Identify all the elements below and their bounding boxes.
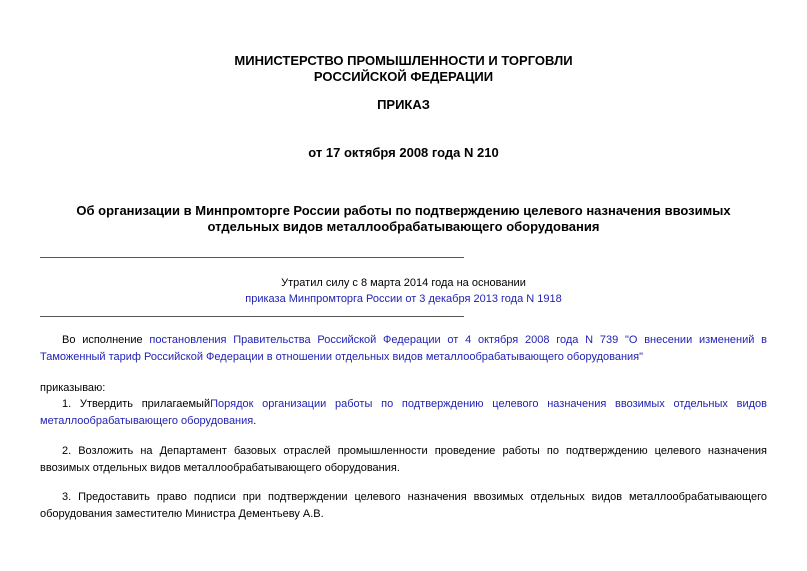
intro-paragraph: [40, 332, 767, 366]
divider-top: [40, 257, 464, 258]
item-1-suffix: .: [253, 415, 257, 427]
item-3: 3. Предоставить право подписи при подтверждении целевого назначения ввозимых отдельных видов металлообрабатывающего оборудования заместителю Министра Дементьеву А.В.: [40, 491, 767, 520]
intro-prefix: Во исполнение: [62, 334, 150, 346]
repeal-order-link[interactable]: приказа Минпромторга России от 3 декабря 2013 года N 1918: [245, 293, 562, 305]
status-link-line: [40, 292, 767, 306]
item-1: [40, 396, 767, 430]
ministry-line-2: РОССИЙСКОЙ ФЕДЕРАЦИИ: [313, 69, 494, 84]
government-decree-link[interactable]: постановления Правительства Российской Федерации от 4 октября 2008 года N 739 "О внесении изменений в Таможенный тариф Российской Федерации в отношении отдельных видов металлообрабатывающего оборудования": [40, 334, 768, 363]
ministry-name: [0, 53, 807, 85]
doc-type: ПРИКАЗ: [377, 97, 430, 112]
title-line-2: отдельных видов металлообрабатывающего оборудования: [207, 219, 600, 234]
status-text: Утратил силу с 8 марта 2014 года на основании: [281, 277, 526, 289]
ministry-line-1: МИНИСТЕРСТВО ПРОМЫШЛЕННОСТИ И ТОРГОВЛИ: [234, 53, 573, 68]
divider-bottom: [40, 316, 464, 317]
doc-date-number: от 17 октября 2008 года N 210: [308, 145, 499, 160]
document-title: [40, 203, 767, 235]
item-2: 2. Возложить на Департамент базовых отраслей промышленности проведение работы по подтверждению целевого назначения ввозимых отдельных видов металлообрабатывающего оборудования.: [40, 445, 767, 474]
item-1-prefix: 1. Утвердить прилагаемый: [62, 398, 211, 410]
title-line-1: Об организации в Минпромторге России работы по подтверждению целевого назначения ввозимых: [76, 203, 731, 218]
order-word: приказываю:: [40, 382, 106, 394]
procedure-link[interactable]: Порядок организации работы по подтверждению целевого назначения ввозимых отдельных видов металлообрабатывающего оборудования: [40, 398, 767, 427]
